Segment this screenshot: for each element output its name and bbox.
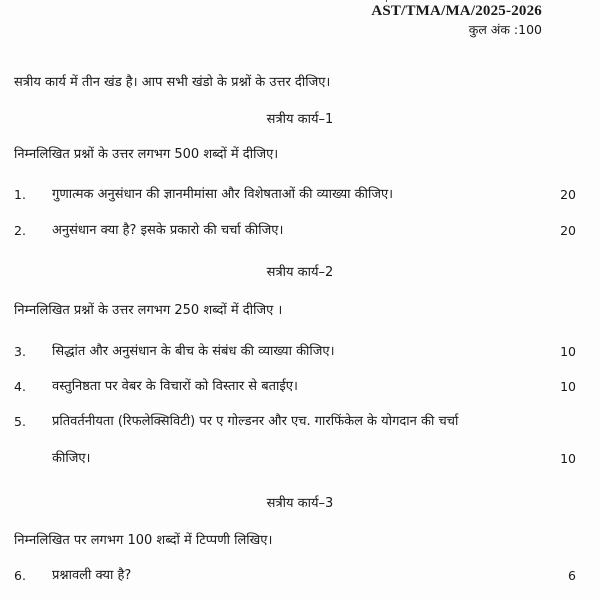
question-3-text: सिद्धांत और अनुसंधान के बीच के संबंध की व्याख्या कीजिए। xyxy=(52,344,335,359)
question-5-number: 5. xyxy=(14,414,26,429)
question-4-marks: 10 xyxy=(560,379,576,394)
question-3-number: 3. xyxy=(14,344,26,359)
question-2-marks: 20 xyxy=(560,223,576,238)
section-3-instruction: निम्नलिखित पर लगभग 100 शब्दों में टिप्पणी लिखिए। xyxy=(14,533,273,548)
question-5-text-continued: कीजिए। xyxy=(52,451,91,466)
question-4-text: वस्तुनिष्ठता पर वेबर के विचारों को विस्तार से बताईए। xyxy=(52,379,298,394)
question-1-marks: 20 xyxy=(560,187,576,202)
assignment-code: AST/TMA/MA/2025-2026 xyxy=(371,3,542,19)
question-5-text: प्रतिवर्तनीयता (रिफलेक्सिविटी) पर ए गोल्डनर और एच. गारफिंकेल के योगदान की चर्चा xyxy=(52,414,459,429)
question-6-number: 6. xyxy=(14,568,26,583)
question-4-number: 4. xyxy=(14,379,26,394)
section-1-title: सत्रीय कार्य–1 xyxy=(266,112,334,127)
section-3-title: सत्रीय कार्य–3 xyxy=(266,496,334,511)
question-2-text: अनुसंधान क्या है? इसके प्रकारो की चर्चा कीजिए। xyxy=(52,223,284,238)
question-5-marks: 10 xyxy=(560,451,576,466)
section-2-instruction: निम्नलिखित प्रश्नों के उत्तर लगभग 250 शब्दों में दीजिए । xyxy=(14,303,283,318)
question-6-text: प्रश्नावली क्या है? xyxy=(52,568,132,583)
header-block xyxy=(371,2,542,39)
question-1-text: गुणात्मक अनुसंधान की ज्ञानमीमांसा और विशेषताओं की व्याख्या कीजिए। xyxy=(52,187,394,202)
section-1-instruction: निम्नलिखित प्रश्नों के उत्तर लगभग 500 शब्दों में दीजिए। xyxy=(14,147,279,162)
question-3-marks: 10 xyxy=(560,344,576,359)
general-instruction: सत्रीय कार्य में तीन खंड है। आप सभी खंडो के प्रश्नों के उत्तर दीजिए। xyxy=(14,75,331,90)
question-6-marks: 6 xyxy=(568,568,576,583)
section-2-title: सत्रीय कार्य–2 xyxy=(266,265,334,280)
question-1-number: 1. xyxy=(14,187,26,202)
total-marks: कुल अंक :100 xyxy=(468,22,542,37)
question-2-number: 2. xyxy=(14,223,26,238)
